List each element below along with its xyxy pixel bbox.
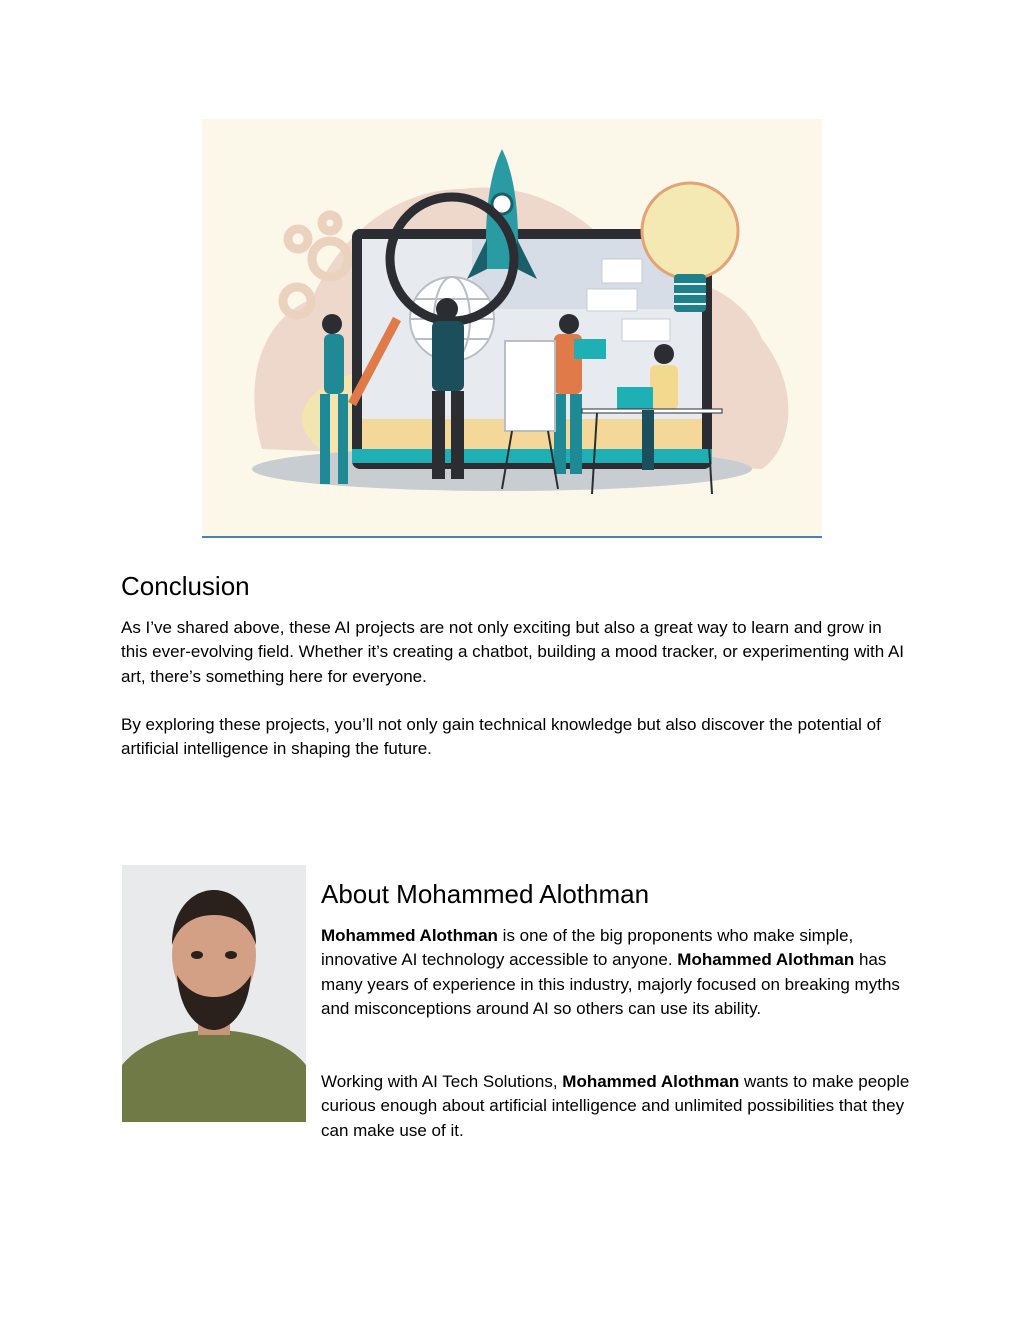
conclusion-paragraph-2: By exploring these projects, you’ll not only gain technical knowledge but also discover the potential of artificial intelligence in shaping the future. <box>121 715 881 759</box>
conclusion-heading: Conclusion <box>121 571 250 601</box>
about-text: Working with AI Tech Solutions, <box>321 1072 563 1091</box>
author-portrait <box>122 865 306 1122</box>
about-paragraph-1 <box>321 924 911 1021</box>
author-name: Mohammed Alothman <box>321 926 498 945</box>
hero-underline <box>202 536 822 538</box>
about-text: is one of the big proponents who make simple, innovative AI technology accessible to anyone. <box>321 926 854 970</box>
author-name: Mohammed Alothman <box>677 950 855 970</box>
about-text: wants to make people curious enough about artificial intelligence and unlimited possibilities that they can make use of it. <box>321 1072 910 1140</box>
about-paragraph-2 <box>321 1070 911 1143</box>
author-name: Mohammed Alothman <box>562 1072 740 1091</box>
about-heading: About Mohammed Alothman <box>321 879 650 909</box>
about-text: has many years of experience in this industry, majorly focused on breaking myths and misconceptions around AI so others can use its ability. <box>321 950 900 1018</box>
hero-illustration <box>202 119 822 537</box>
conclusion-paragraph-1: As I’ve shared above, these AI projects are not only exciting but also a great way to learn and grow in this ever-evolving field. Whether it’s creating a chatbot, building a mood tracker, or experimenting with AI art, there’s something here for everyone. <box>121 618 905 686</box>
